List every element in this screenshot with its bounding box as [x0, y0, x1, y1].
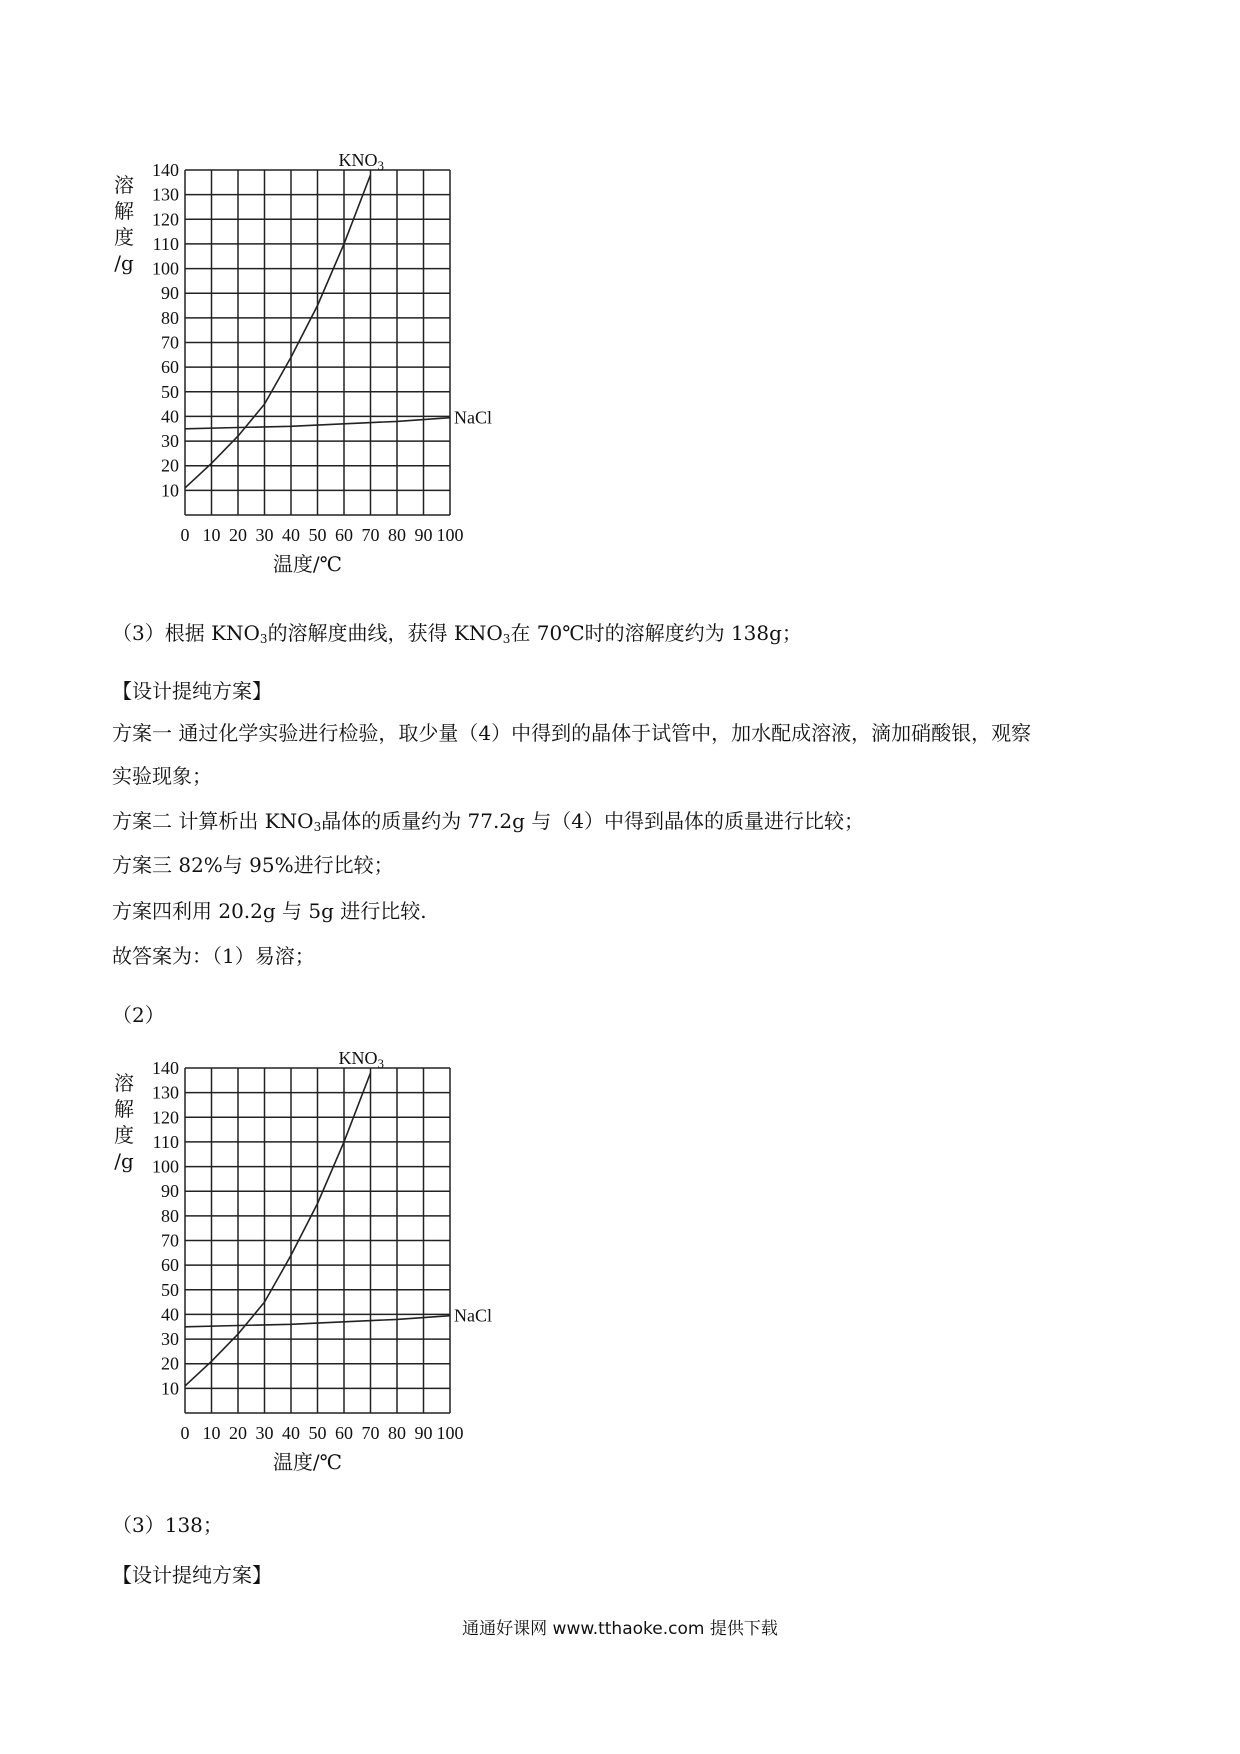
- x-tick-label: 20: [229, 1423, 247, 1443]
- chart-svg: [110, 1038, 510, 1478]
- text-line-solubility-result: （3）根据 $KNO_3$的溶解度曲线，获得 $KNO_3$在 70℃时的溶解度约为 138g；: [112, 621, 802, 646]
- x-tick-label: 60: [335, 1423, 353, 1443]
- y-tick-label: 20: [161, 1353, 179, 1374]
- text-plan-four: 方案四利用 20.2g 与 5g 进行比较.: [112, 899, 427, 923]
- x-tick-label: 70: [361, 525, 380, 545]
- y-tick-label: 120: [152, 1107, 179, 1128]
- y-axis-label-char: 溶: [114, 1071, 134, 1095]
- x-tick-label: 10: [202, 1423, 221, 1443]
- y-tick-label: 60: [161, 357, 179, 378]
- x-tick-label: 80: [388, 1423, 406, 1443]
- y-tick-label: 80: [161, 307, 179, 328]
- y-tick-label: 50: [161, 381, 179, 402]
- y-axis-label-char: 解: [114, 1097, 134, 1121]
- x-tick-label: 30: [255, 1423, 274, 1443]
- text-plan-one: 方案一 通过化学实验进行检验，取少量（4）中得到的晶体于试管中，加水配成溶液，滴加硝酸银，观察: [112, 721, 1032, 745]
- y-axis-label-char: /g: [114, 1149, 134, 1173]
- text-answer-part-3: （3）138；: [112, 1513, 223, 1537]
- x-tick-label: 70: [361, 1423, 380, 1443]
- y-tick-label: 130: [152, 184, 179, 205]
- y-tick-label: 50: [161, 1279, 179, 1300]
- heading-design-plan-2: 【设计提纯方案】: [112, 1563, 272, 1587]
- y-tick-label: 90: [161, 1181, 179, 1202]
- y-axis-label-char: /g: [114, 251, 134, 275]
- y-axis-label-char: 度: [114, 1123, 134, 1147]
- y-tick-label: 110: [152, 233, 179, 254]
- series-label-nacl: NaCl: [454, 1305, 492, 1326]
- x-tick-label: 80: [388, 525, 406, 545]
- chart-grid: [185, 170, 450, 515]
- y-tick-label: 120: [152, 209, 179, 230]
- y-tick-label: 110: [152, 1131, 179, 1152]
- y-tick-label: 90: [161, 283, 179, 304]
- y-tick-label: 40: [161, 1304, 179, 1325]
- x-axis-label: 温度/℃: [272, 1450, 343, 1474]
- solubility-chart-2: [110, 1038, 510, 1478]
- y-tick-label: 100: [152, 1156, 179, 1177]
- chart-svg: [110, 140, 510, 580]
- text-answer-part-2: （2）: [112, 1003, 165, 1027]
- text-plan-two: 方案二 计算析出 $KNO_3$晶体的质量约为 77.2g 与（4）中得到晶体的质量进行比较；: [112, 809, 864, 834]
- solubility-chart-1: [110, 140, 510, 580]
- x-tick-label: 0: [180, 1423, 190, 1443]
- y-tick-label: 30: [161, 431, 179, 452]
- y-tick-label: 40: [161, 406, 179, 427]
- x-tick-label: 90: [414, 525, 433, 545]
- heading-design-plan: 【设计提纯方案】: [112, 679, 272, 703]
- x-tick-label: 0: [180, 525, 190, 545]
- y-tick-label: 140: [152, 1058, 179, 1078]
- y-tick-label: 60: [161, 1255, 179, 1276]
- y-tick-label: 140: [152, 160, 179, 180]
- x-tick-label: 20: [229, 525, 247, 545]
- y-tick-label: 30: [161, 1329, 179, 1350]
- x-tick-label: 10: [202, 525, 221, 545]
- x-tick-label: 100: [436, 525, 464, 545]
- y-tick-label: 10: [161, 480, 179, 501]
- y-tick-label: 10: [161, 1378, 179, 1399]
- y-axis-label-char: 度: [114, 225, 134, 249]
- x-tick-label: 60: [335, 525, 353, 545]
- x-tick-label: 30: [255, 525, 274, 545]
- y-tick-label: 70: [161, 1230, 179, 1251]
- series-label-kno3: $KNO_3$: [338, 150, 384, 173]
- x-axis-label: 温度/℃: [272, 552, 343, 576]
- x-tick-label: 40: [282, 525, 300, 545]
- chart-grid: [185, 1068, 450, 1413]
- x-tick-label: 90: [414, 1423, 433, 1443]
- x-tick-label: 40: [282, 1423, 300, 1443]
- y-tick-label: 20: [161, 455, 179, 476]
- x-tick-label: 50: [308, 1423, 327, 1443]
- text-plan-one-continued: 实验现象；: [112, 764, 212, 788]
- series-label-kno3: $KNO_3$: [338, 1048, 384, 1071]
- y-axis-label-char: 溶: [114, 173, 134, 197]
- y-tick-label: 100: [152, 258, 179, 279]
- text-plan-three: 方案三 82%与 95%进行比较；: [112, 853, 394, 877]
- y-tick-label: 130: [152, 1082, 179, 1103]
- x-tick-label: 100: [436, 1423, 464, 1443]
- series-label-nacl: NaCl: [454, 407, 492, 428]
- page-footer: 通通好课网 www.tthaoke.com 提供下载: [462, 1619, 778, 1639]
- y-tick-label: 70: [161, 332, 179, 353]
- x-tick-label: 50: [308, 525, 327, 545]
- text-answer: 故答案为：（1）易溶；: [112, 944, 315, 968]
- y-tick-label: 80: [161, 1205, 179, 1226]
- y-axis-label-char: 解: [114, 199, 134, 223]
